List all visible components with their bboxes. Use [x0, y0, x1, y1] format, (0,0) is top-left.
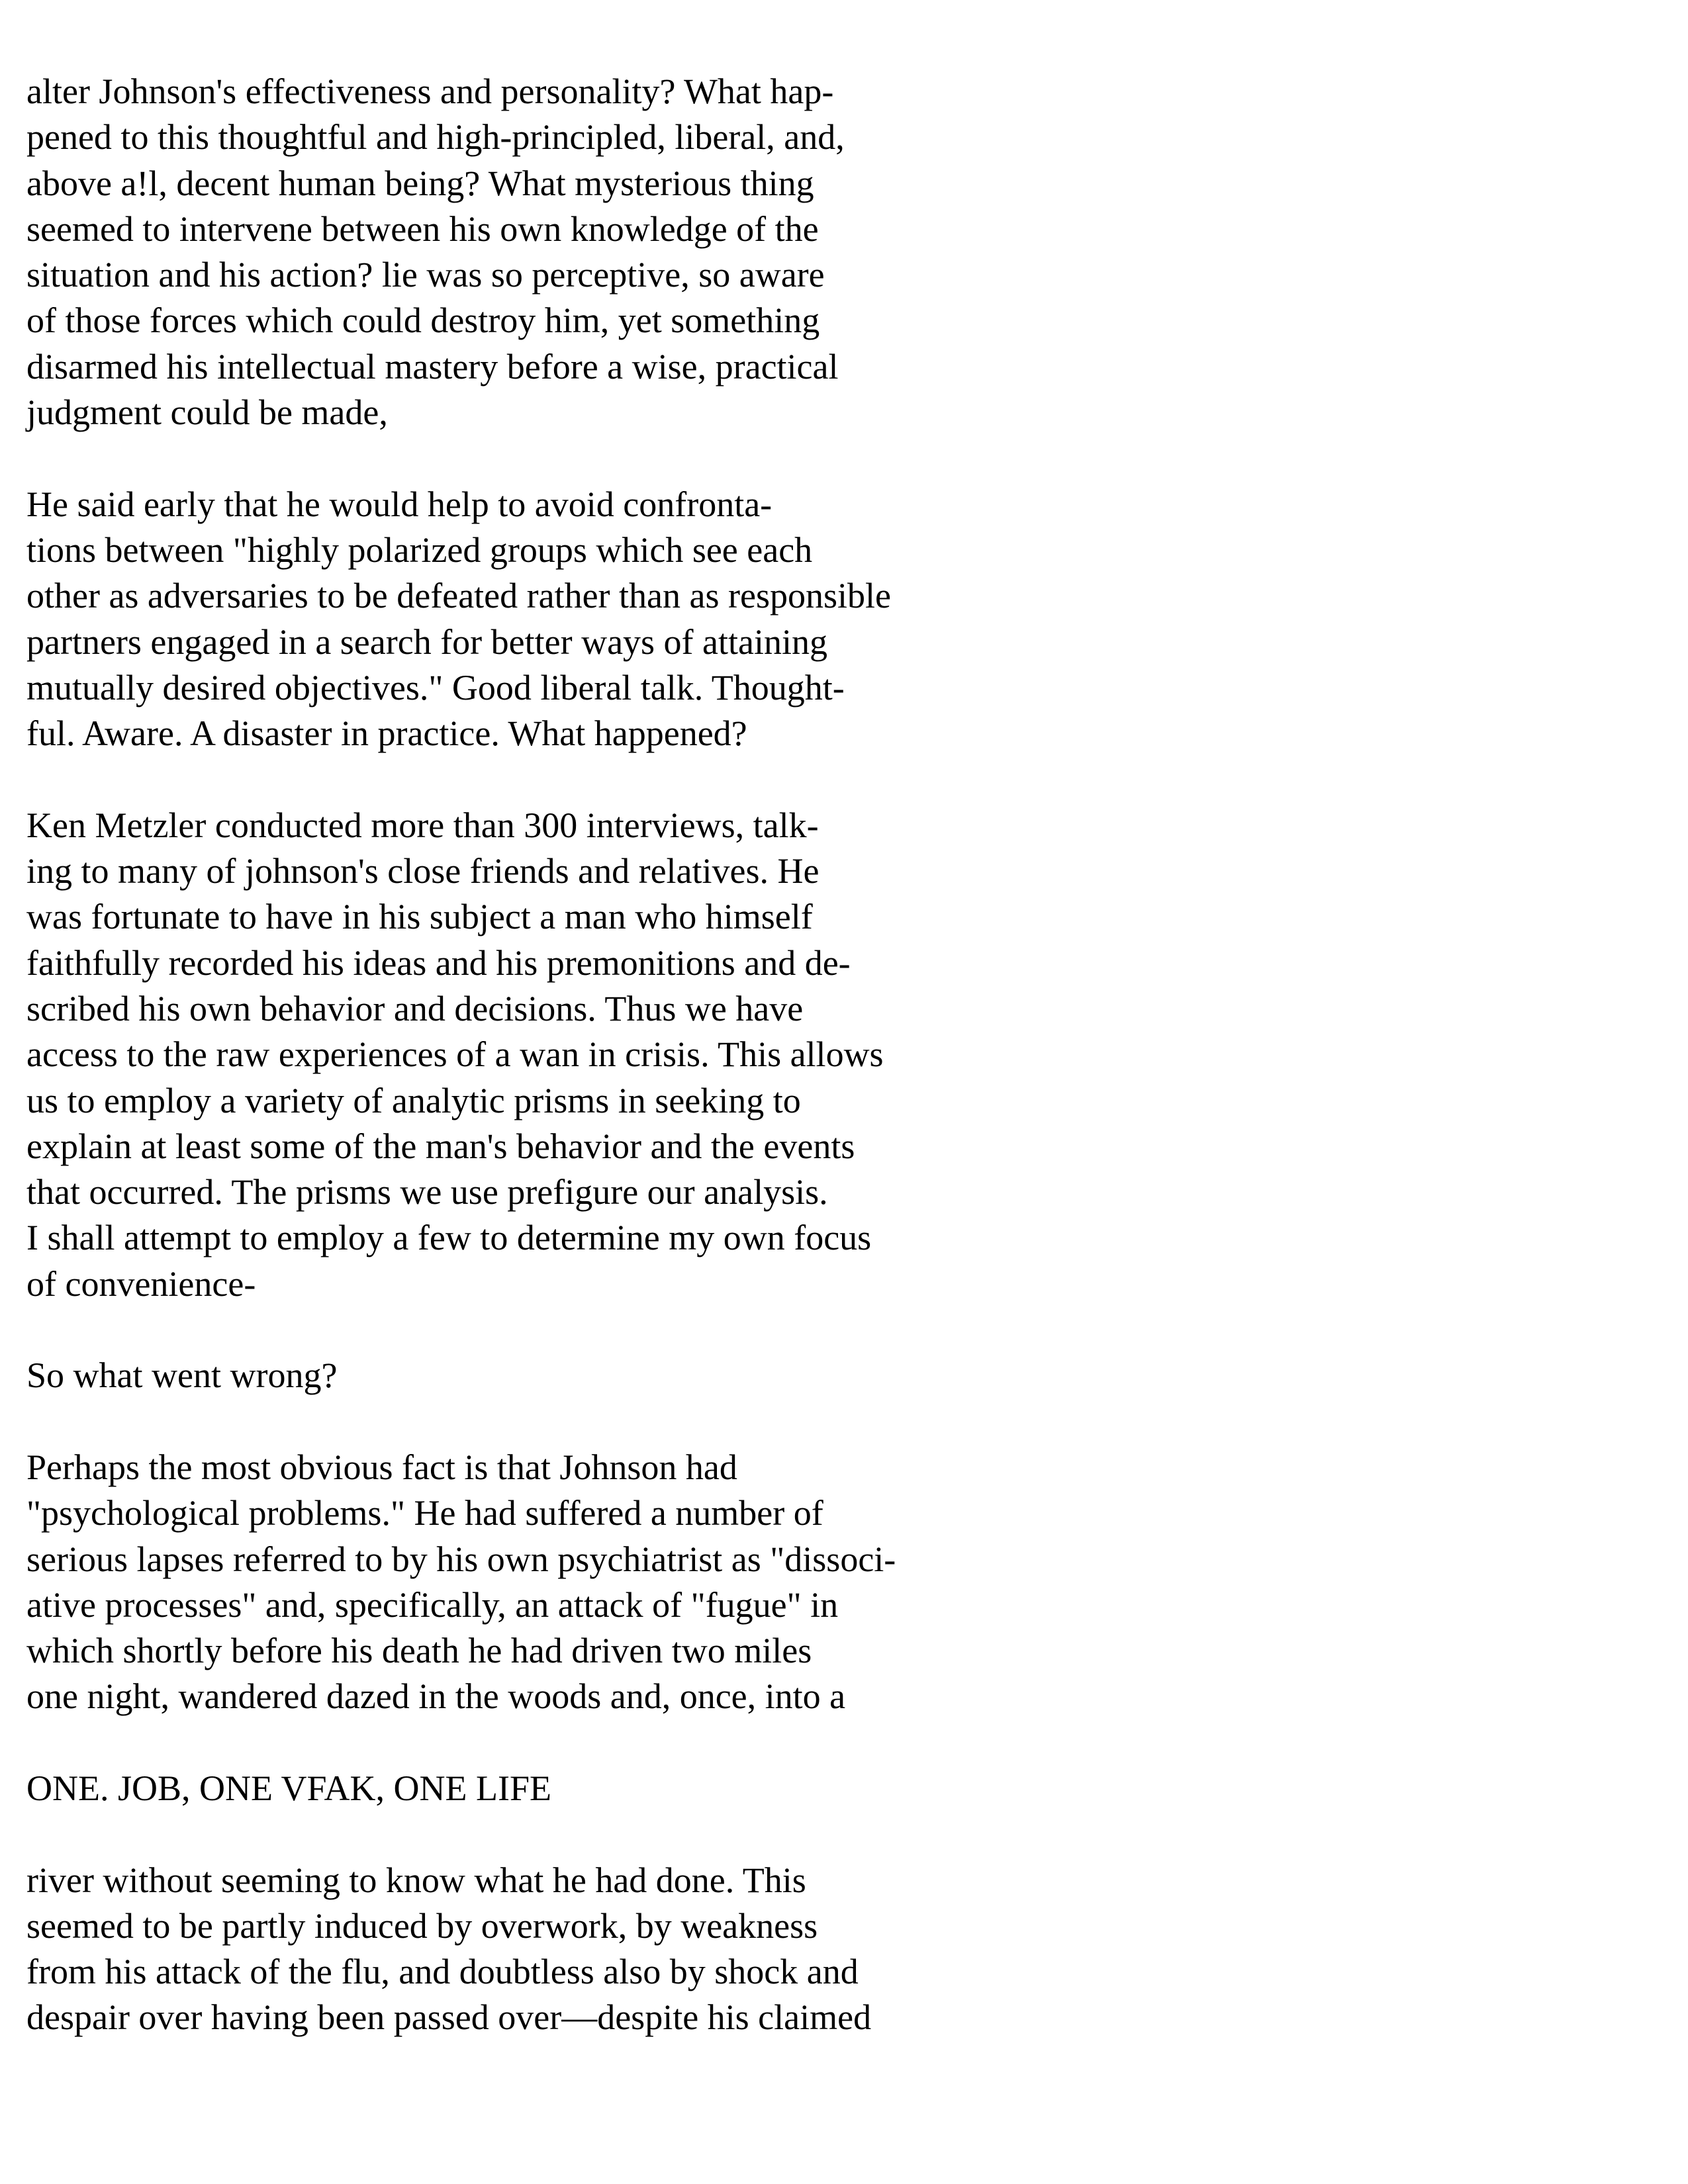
running-header-text: ONE. JOB, ONE VFAK, ONE LIFE	[26, 1768, 551, 1808]
text-line: ful. Aware. A disaster in practice. What happened?	[26, 713, 747, 754]
paragraph-1	[26, 69, 1019, 435]
text-line: disarmed his intellectual mastery before a wise, practical	[26, 346, 839, 387]
text-line: tions between "highly polarized groups which see each	[26, 529, 813, 570]
text-line: mutually desired objectives." Good liberal talk. Thought-	[26, 667, 845, 707]
paragraph-5	[26, 1445, 1019, 1720]
text-line: other as adversaries to be defeated rather than as responsible	[26, 576, 891, 616]
text-line: Perhaps the most obvious fact is that Johnson had	[26, 1447, 737, 1487]
paragraph-6	[26, 1858, 1019, 2041]
text-line: He said early that he would help to avoid confronta-	[26, 484, 773, 524]
text-line: of convenience-	[26, 1263, 256, 1304]
paragraph-2	[26, 482, 1019, 757]
text-line: Ken Metzler conducted more than 300 interviews, talk-	[26, 805, 819, 845]
text-line: faithfully recorded his ideas and his premonitions and de-	[26, 942, 851, 983]
text-line: I shall attempt to employ a few to determine my own focus	[26, 1218, 872, 1258]
text-line: judgment could be made,	[26, 392, 388, 433]
paragraph-3	[26, 803, 1019, 1307]
running-header	[26, 1766, 1019, 1811]
text-line: river without seeming to know what he had done. This	[26, 1860, 806, 1900]
text-line: ative processes" and, specifically, an attack of "fugue" in	[26, 1584, 839, 1625]
text-line: that occurred. The prisms we use prefigure our analysis.	[26, 1172, 828, 1212]
text-line: was fortunate to have in his subject a man who himself	[26, 897, 813, 937]
text-line: access to the raw experiences of a wan in crisis. This allows	[26, 1034, 884, 1075]
text-line: serious lapses referred to by his own psychiatrist as "dissoci-	[26, 1539, 896, 1579]
text-line: seemed to be partly induced by overwork, by weakness	[26, 1905, 818, 1946]
text-line: which shortly before his death he had driven two miles	[26, 1631, 812, 1671]
text-line: above a!l, decent human being? What mysterious thing	[26, 163, 814, 203]
text-line: despair over having been passed over—despite his claimed	[26, 1997, 872, 2038]
paragraph-4	[26, 1353, 1019, 1398]
text-line: scribed his own behavior and decisions. Thus we have	[26, 988, 804, 1028]
text-line: of those forces which could destroy him, yet something	[26, 300, 820, 341]
text-line: So what went wrong?	[26, 1355, 338, 1396]
text-line: alter Johnson's effectiveness and personality? What hap-	[26, 71, 834, 111]
text-line: pened to this thoughtful and high-principled, liberal, and,	[26, 117, 845, 158]
text-line: explain at least some of the man's behavior and the events	[26, 1126, 855, 1166]
document-page	[26, 69, 1019, 2041]
text-line: partners engaged in a search for better ways of attaining	[26, 621, 827, 662]
text-line: ing to many of johnson's close friends and relatives. He	[26, 851, 820, 891]
text-line: us to employ a variety of analytic prisms in seeking to	[26, 1080, 801, 1120]
text-line: "psychological problems." He had suffered a number of	[26, 1493, 823, 1533]
text-line: one night, wandered dazed in the woods and, once, into a	[26, 1676, 846, 1717]
text-line: situation and his action? lie was so perceptive, so aware	[26, 255, 825, 295]
text-line: from his attack of the flu, and doubtless also by shock and	[26, 1952, 859, 1992]
text-line: seemed to intervene between his own knowledge of the	[26, 208, 819, 249]
